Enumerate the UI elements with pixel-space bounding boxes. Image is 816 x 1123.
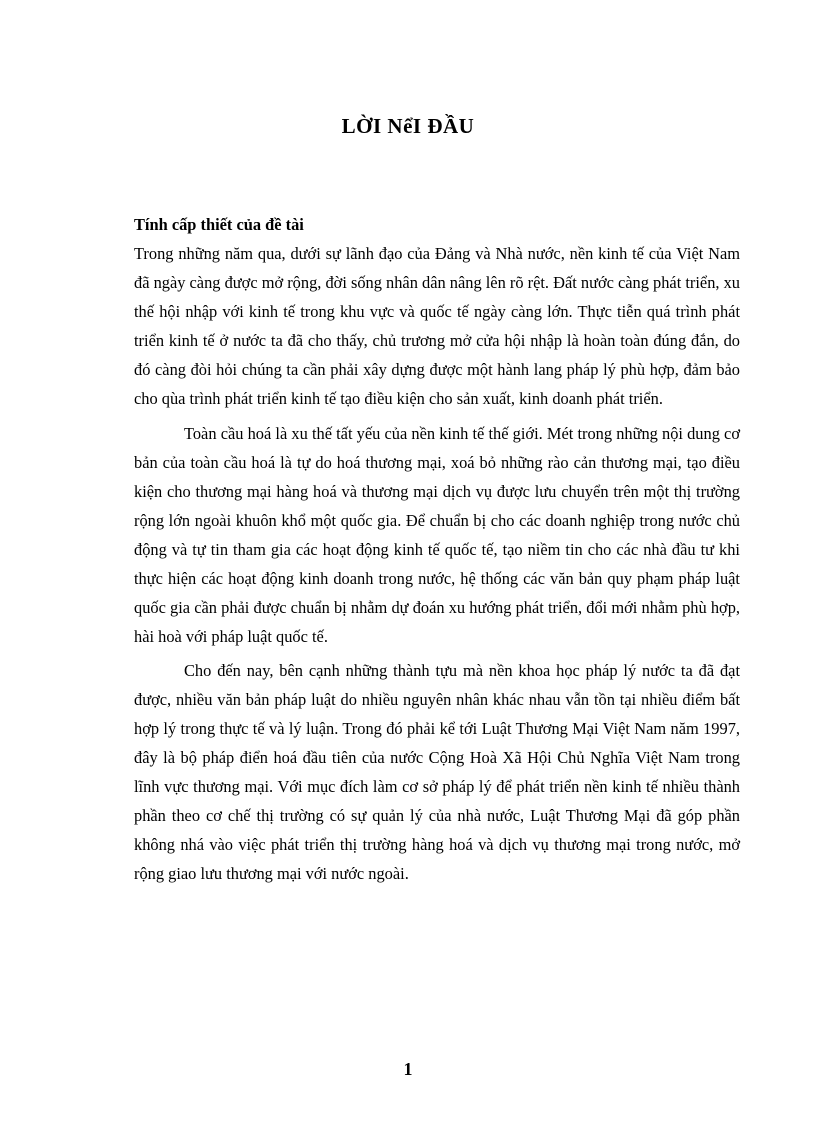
paragraph-2: Toàn cầu hoá là xu thế tất yếu của nền kinh tế thế giới. Mét trong những nội dung cơ bản của toàn cầu hoá là tự do hoá thương mại, xoá bỏ những rào cản thương mại, tạo điều kiện cho thương mại hàng hoá và thương mại dịch vụ được lưu chuyển trên một thị trường rộng lớn ngoài khuôn khổ một quốc gia. Để chuẩn bị cho các doanh nghiệp trong nước chủ động và tự tin tham gia các hoạt động kinh tế quốc tế, tạo niềm tin cho các nhà đầu tư khi thực hiện các hoạt động kinh doanh trong nước, hệ thống các văn bản quy phạm pháp luật quốc gia cần phải được chuẩn bị nhằm dự đoán xu hướng phát triển, đổi mới nhằm phù hợp, hài hoà với pháp luật quốc tế. (134, 424, 740, 646)
section-heading: Tính cấp thiết của đề tài (134, 215, 304, 234)
page-number: 1 (403, 1059, 413, 1079)
document-body (134, 210, 740, 893)
paragraph-3: Cho đến nay, bên cạnh những thành tựu mà nền khoa học pháp lý nước ta đã đạt được, nhiều văn bản pháp luật do nhiều nguyên nhân khác nhau vẫn tồn tại nhiều điểm bất hợp lý trong thực tế và lý luận. Trong đó phải kể tới Luật Thương Mại Việt Nam năm 1997, đây là bộ pháp điển hoá đầu tiên của nước Cộng Hoà Xã Hội Chủ Nghĩa Việt Nam trong lĩnh vực thương mại. Với mục đích làm cơ sở pháp lý để phát triển nền kinh tế nhiều thành phần theo cơ chế thị trường có sự quản lý của nhà nước, Luật Thương Mại đã góp phần không nhá vào việc phát triển thị trường hàng hoá và dịch vụ thương mại trong nước, mở rộng giao lưu thương mại với nước ngoài. (134, 661, 740, 883)
paragraph-1: Trong những năm qua, dưới sự lãnh đạo của Đảng và Nhà nước, nền kinh tế của Việt Nam đã ngày càng được mở rộng, đời sống nhân dân nâng lên rõ rệt. Đất nước càng phát triển, xu thế hội nhập với kinh tế trong khu vực và quốc tế ngày càng lớn. Thực tiễn quá trình phát triển kinh tế ở nước ta đã cho thấy, chủ trương mở cửa hội nhập là hoàn toàn đúng đắn, do đó càng đòi hỏi chúng ta cần phải xây dựng được một hành lang pháp lý phù hợp, đảm bảo cho qùa trình phát triển kinh tế tạo điều kiện cho sản xuất, kinh doanh phát triển. (134, 244, 740, 408)
page-title: LỜI NểI ĐẦU (341, 114, 475, 138)
